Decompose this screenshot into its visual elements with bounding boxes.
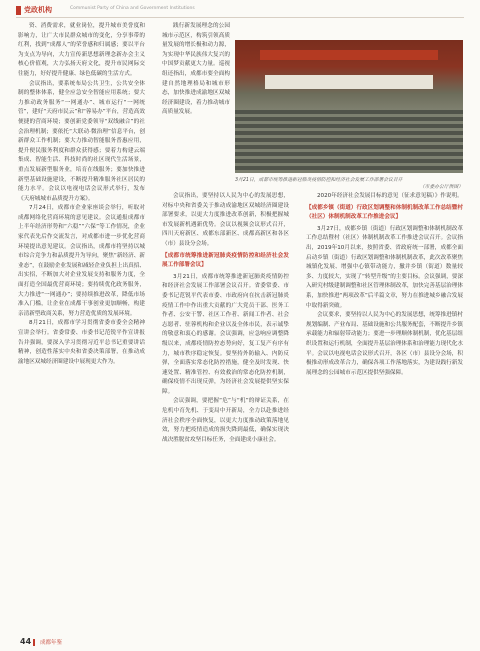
column-middle-top [162,22,230,118]
conference-photo [235,40,463,173]
photo-audience [235,110,463,173]
caption-text: 3月21日，成都市统筹推进新冠肺炎疫情防控和经济社会发展工作部署会议召开 [235,178,403,183]
photo-caption [235,177,463,191]
paragraph: 3月21日，成都市统筹推进新冠肺炎疫情防控和经济社会发展工作部署会议召开。省委常委、市委书记范锐平代表市委、市政府向在抗击新冠肺炎疫情工作中作出重大贡献的广大党员干部、医务工作者、公安干警、社区工作者、新闻工作者、社会志愿者、驻蓉机构和企业以及全体市民，表示诚挚的敬意和衷心的感谢。会议强调，应急响应调整降级以来，成都疫情防控态势向好，复工复产有序有力，城市秩序稳定恢复。要坚持外防输入、内防反弹，全面落实常态化防控措施，健全及时发现、快速处置、精准管控、有效救治的常态化防控机制，确保疫情不出现反弹，为经济社会发展提供坚实保障。 [162,273,289,395]
photo-stage [265,75,433,89]
paragraph: 8月21日，成都市学习贯彻省委市委全会精神宣讲会举行。省委常委、市委书记范锐平作宣讲报告并强调，要深入学习贯彻习近平总书记重要讲话精神，创造性落实中央和省委决策部署，在推动成渝地区双城经济圈建设中展现更大作为。 [18,320,145,365]
page-header [0,0,480,20]
column-right [306,192,463,378]
paragraph: 2020年经济社会发展目标的意见（征求意见稿）》作说明。 [317,193,463,199]
section-marker [16,6,21,15]
paragraph: 会议指出，要坚持以人民为中心的发展思想，对标中央和省委关于推动成渝地区双城经济圈建设部署要求，以更大力度推进改革创新，积极把握城市发展新机遇新优势。会议以视频会议形式召开，四川天府新区、成都东部新区、成都高新区和各区（市）县设分会场。 [162,193,289,247]
section-heading: 【成都市统筹推进新冠肺炎疫情防控和经济社会发展工作部署会议】 [162,252,289,269]
paragraph: 会议指出，要系统布局公共卫生，公共安全体制的整体体系，健全应急安全智能应用系统；要大力推动政务服务“一网通办”、城市运行“一网统管”，建好“天府市民云”和“蓉易办”平台，营造高效便捷的营商环境；要创新党委领导“双线融合”的社会治理机制；要依托“大联动·微治理”信息平台，创新群众工作机制；要大力推动智能服务普惠应用，提升便民服务利度和群众获得感；要着力构建云端集成、智能生活、科技时尚的社区现代生活场景，重点发展新型服务业，培育在线服务；要加快推进新型基础设施建设，不断提升精准服务社区居民的能力水平。会议以电视电话会议形式举行，发布《天府城城市品质提升方案》。 [18,80,145,202]
page-number: 44 [20,637,32,646]
section-subtitle: Communist Party of China and Government Institutions [70,6,195,11]
photo-credit: （市委办公厅供图） [419,185,463,190]
section-title: 党政机构 [24,6,52,14]
paragraph: 会议要求，要坚持以人民为中心的发展思想，统筹推进镇村规划编制、产业布局、基础设施和公共服务配套，不断提升乡镇承载能力和辐射带动能力；要进一步理顺体制机制，优化基层组织设置和运行机制，全面提升基层治理体系和治理能力现代化水平。会议以电视电话会议形式召开，各区（市）县设分会场，积极推动形成改革合力，确保各项工作落地落实，为建设践行新发展理念的公园城市示范区提供坚强保障。 [306,312,463,376]
header-divider [16,17,464,18]
paragraph: 会议强调，要把握“危”与“机”的辩证关系，在危机中育先机、于变局中开新局，全力以赴推进经济社会秩序全面恢复，以更大力度推动政策落地见效，努力把疫情造成的损失降到最低，确保实现决战决胜脱贫攻坚目标任务，全面建成小康社会。 [162,398,289,443]
section-heading: 【成都乡镇（街道）行政区划调整和体制机制改革工作总结暨村（社区）体制机制改革工作推进会议】 [306,204,463,221]
magazine-title: 成都年鉴 [40,640,63,646]
column-middle [162,192,289,445]
paragraph: 3月27日，成都乡镇（街道）行政区划调整和体制机制改革工作总结暨村（社区）体制机制改革工作推进会议召开。会议指出，2019年10月以来，按照省委、省政府统一部署，成都全面启动乡镇（街道）行政区划调整和体制机制改革，此次改革聚焦城镇化发展、增强中心镇带动能力，撤并乡镇（街道）数量较多、力度较大，实现了“转型升级”的主要目标。会议强调，要深入研究村级建制调整和社区管理体制改革，加快完善基层治理体系，加快推进“两项改革”后半篇文章，努力在推进城乡融合发展中取得新突破。 [306,225,463,309]
footer-marker [33,639,35,646]
column-left [18,22,145,367]
paragraph: 7月24日，成都市企业家座谈会举行，听取对成都网络化营商环境的意见建议。会议通报成都市上半年经济形势和“六稳”“六保”等工作情况，企业家代表先后作交流发言，对成都市进一步优化营商环境提出意见建议。会议指出，成都市将坚持以城市综合竞争力和品质提升为导向，聚焦“新经济、新业态”，在鼓励企业发展和减轻企业负担上出真招、出实招，不断加大对企业发展支持和服务力度，全面打造全国最优营商环境；要持续优化政务服务，大力推进“一网通办”；要持续推进改革，降低市场准入门槛，让企业在成都干事创业更加顺畅，构建亲清新型政商关系，努力营造优质的发展环境。 [18,205,145,317]
paragraph: 践行新发展理念的公园城市示范区，构筑引领高质量发展的增长极和动力源，为实现中华民族伟大复兴的中国梦贡献更大力量。巡视组还指出，成都市要全面构建自然地理格局和城市形态，加快推进成渝地区双城经济圈建设，着力推动城市高质量发展。 [162,23,230,116]
paragraph: 资、消费需求，就业岗位，提升城市美誉度和影响力，让广大市民群众城市的变化，分享事带的红利，找到“成都人”的荣誉感和归属感；要以平台为支点为导向，大力宣传新思想新理念新办会主义核心价值观，大力弘扬天府文化，提升市民网际交往能力，好好提升健康、绿色低碳的生活方式。 [18,23,145,77]
photo-banner [260,50,438,60]
